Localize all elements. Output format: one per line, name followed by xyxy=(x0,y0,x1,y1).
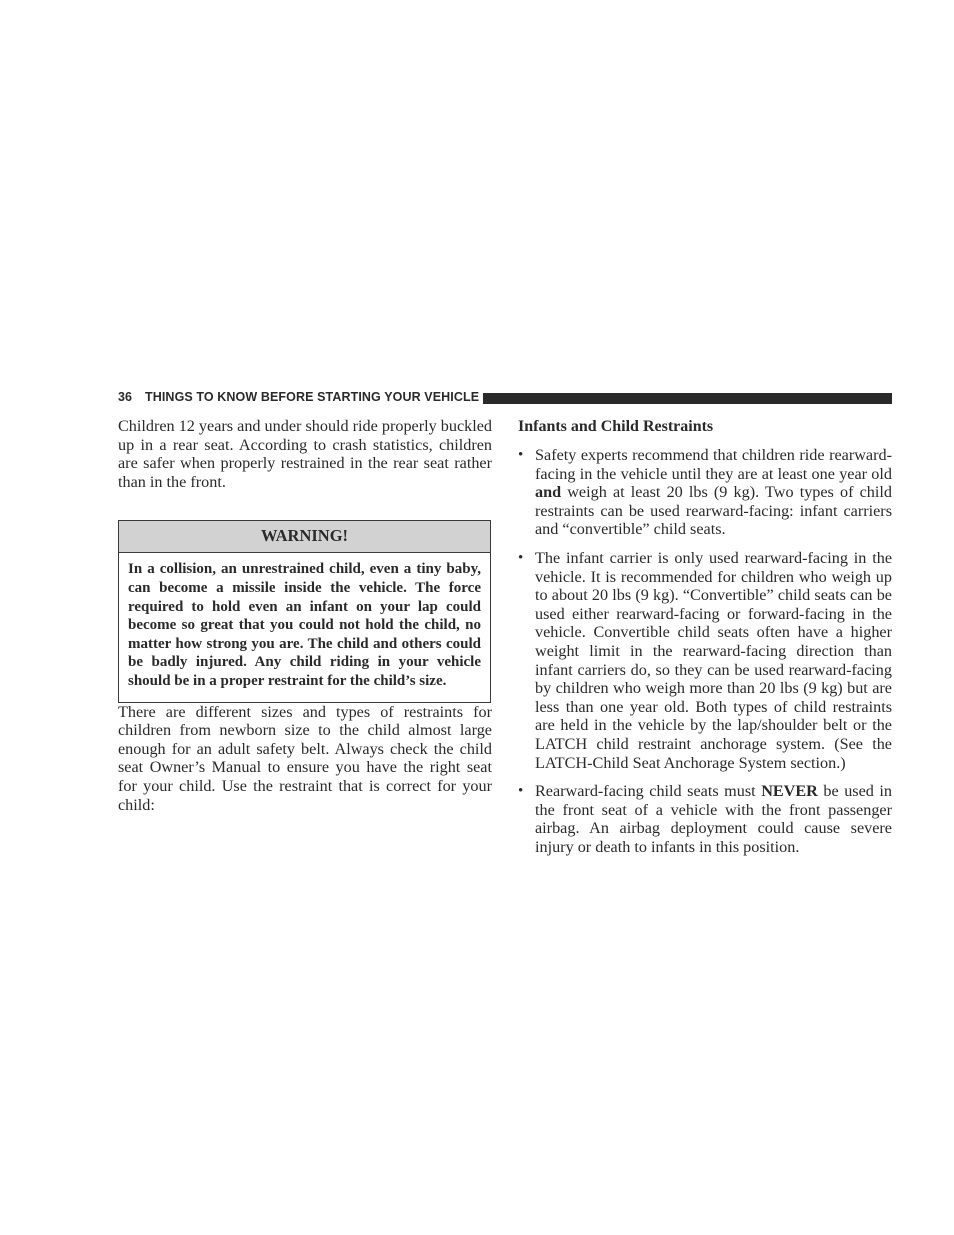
infant-restraint-list xyxy=(518,446,892,856)
bullet-icon: • xyxy=(518,549,524,566)
header-rule-bar xyxy=(483,393,892,404)
warning-title: WARNING! xyxy=(119,521,490,553)
warning-box xyxy=(118,520,491,702)
right-column xyxy=(518,417,892,866)
page-header xyxy=(118,389,892,407)
bullet-text: Safety experts recommend that children ride rearward-facing in the vehicle until they are at least one year old and weigh at least 20 lbs (9 kg). Two types of child restraints can be used rearward-facing: infant carriers and “convertible” child seats. xyxy=(535,446,892,539)
emphasis-never: NEVER xyxy=(761,782,818,801)
intro-paragraph: Children 12 years and under should ride properly buckled up in a rear seat. According to crash statistics, children are safer when properly restrained in the rear seat rather than in the front. xyxy=(118,417,493,491)
section-title: THINGS TO KNOW BEFORE STARTING YOUR VEHICLE xyxy=(145,390,480,404)
infants-heading: Infants and Child Restraints xyxy=(518,418,714,435)
list-item xyxy=(518,782,892,856)
restraint-types-paragraph: There are different sizes and types of restraints for children from newborn size to the child almost large enough for an adult safety belt. Always check the child seat Owner’s Manual to ensure you have the right seat for your child. Use the restraint that is correct for your child: xyxy=(118,702,492,814)
emphasis-and: and xyxy=(535,483,562,502)
bullet-text: Rearward-facing child seats must NEVER be used in the front seat of a vehicle with the front passenger airbag. An airbag deployment could cause severe injury or death to infants in this position. xyxy=(535,782,892,856)
warning-text: In a collision, an unrestrained child, even a tiny baby, can become a missile inside the vehicle. The force required to hold even an infant on your lap could become so great that you could not hold the child, no matter how strong you are. The child and others could be badly injured. Any child riding in your vehicle should be in a proper restraint for the child’s size. xyxy=(128,561,481,689)
bullet-icon: • xyxy=(518,783,524,800)
bullet-icon: • xyxy=(518,447,524,463)
list-item xyxy=(518,446,892,539)
list-item xyxy=(518,549,892,772)
bullet-text: The infant carrier is only used rearward-facing in the vehicle. It is recommended for children who weigh up to about 20 lbs (9 kg). “Convertible” child seats can be used either rearward-facing or forward-facing in the vehicle. Convertible child seats often have a higher weight limit in the rearward-facing direction than infant carriers do, so they can be used rearward-facing by children who weigh more than 20 lbs (9 kg) but are less than one year old. Both types of child restraints are held in the vehicle by the lap/shoulder belt or the LATCH child restraint anchorage system. (See the LATCH-Child Seat Anchorage System section.) xyxy=(535,548,892,772)
left-column xyxy=(118,417,492,814)
page-number: 36 xyxy=(118,390,133,404)
